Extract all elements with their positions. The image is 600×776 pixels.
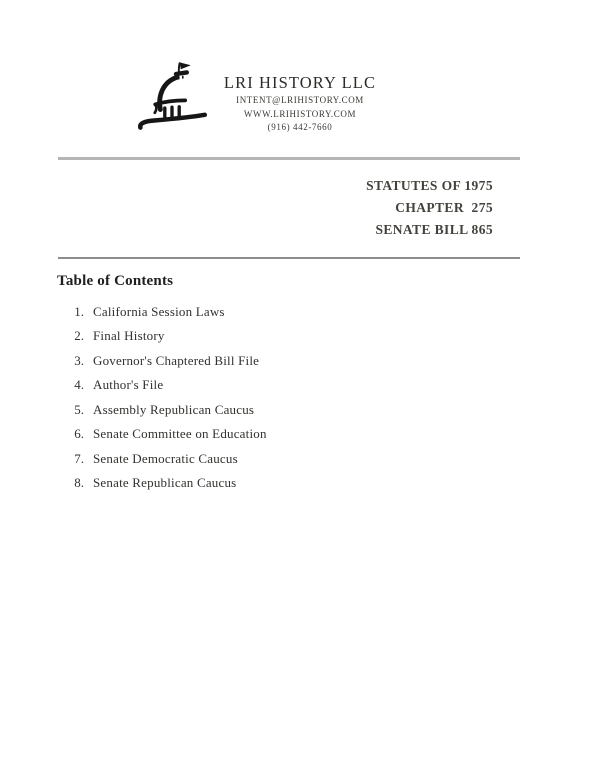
toc-item-label: Senate Democratic Caucus xyxy=(93,450,238,466)
table-of-contents xyxy=(57,271,527,496)
toc-item-number: 4. xyxy=(74,377,84,393)
toc-title: Table of Contents xyxy=(57,273,174,289)
toc-item-label: California Session Laws xyxy=(93,304,225,319)
toc-item xyxy=(57,373,527,397)
company-name: LRI HISTORY LLC xyxy=(223,73,377,92)
toc-item-label: Author's File xyxy=(93,377,164,393)
chapter-line: CHAPTER 275 xyxy=(395,200,493,215)
toc-item-label: Assembly Republican Caucus xyxy=(93,401,255,417)
toc-item-label: Final History xyxy=(93,328,165,344)
toc-item-number: 3. xyxy=(74,352,84,368)
bill-reference-block xyxy=(366,175,493,241)
divider-bottom xyxy=(58,257,520,259)
toc-item-number: 5. xyxy=(74,401,84,417)
toc-item-number: 2. xyxy=(74,328,84,344)
toc-item xyxy=(57,471,527,495)
toc-item xyxy=(57,349,527,373)
toc-item-label: Senate Committee on Education xyxy=(93,426,267,442)
toc-item-number: 7. xyxy=(74,450,84,466)
toc-list xyxy=(57,300,527,496)
toc-item xyxy=(57,398,527,422)
company-website: WWW.LRIHISTORY.COM xyxy=(243,108,357,119)
senate-bill-line: SENATE BILL 865 xyxy=(375,222,493,237)
toc-item-number: 1. xyxy=(74,304,84,319)
company-email: INTENT@LRIHISTORY.COM xyxy=(236,95,364,105)
toc-item-label: Governor's Chaptered Bill File xyxy=(93,352,260,368)
toc-item xyxy=(57,300,527,324)
toc-item xyxy=(57,324,527,348)
toc-item xyxy=(57,422,527,446)
toc-item xyxy=(57,447,527,471)
letterhead-text xyxy=(0,72,600,135)
toc-item-label: Senate Republican Caucus xyxy=(93,475,237,491)
divider-top xyxy=(58,157,520,160)
statutes-line: STATUTES OF 1975 xyxy=(366,178,493,193)
toc-item-number: 6. xyxy=(74,426,84,442)
toc-item-number: 8. xyxy=(74,475,84,491)
company-phone: (916) 442-7660 xyxy=(267,122,333,133)
